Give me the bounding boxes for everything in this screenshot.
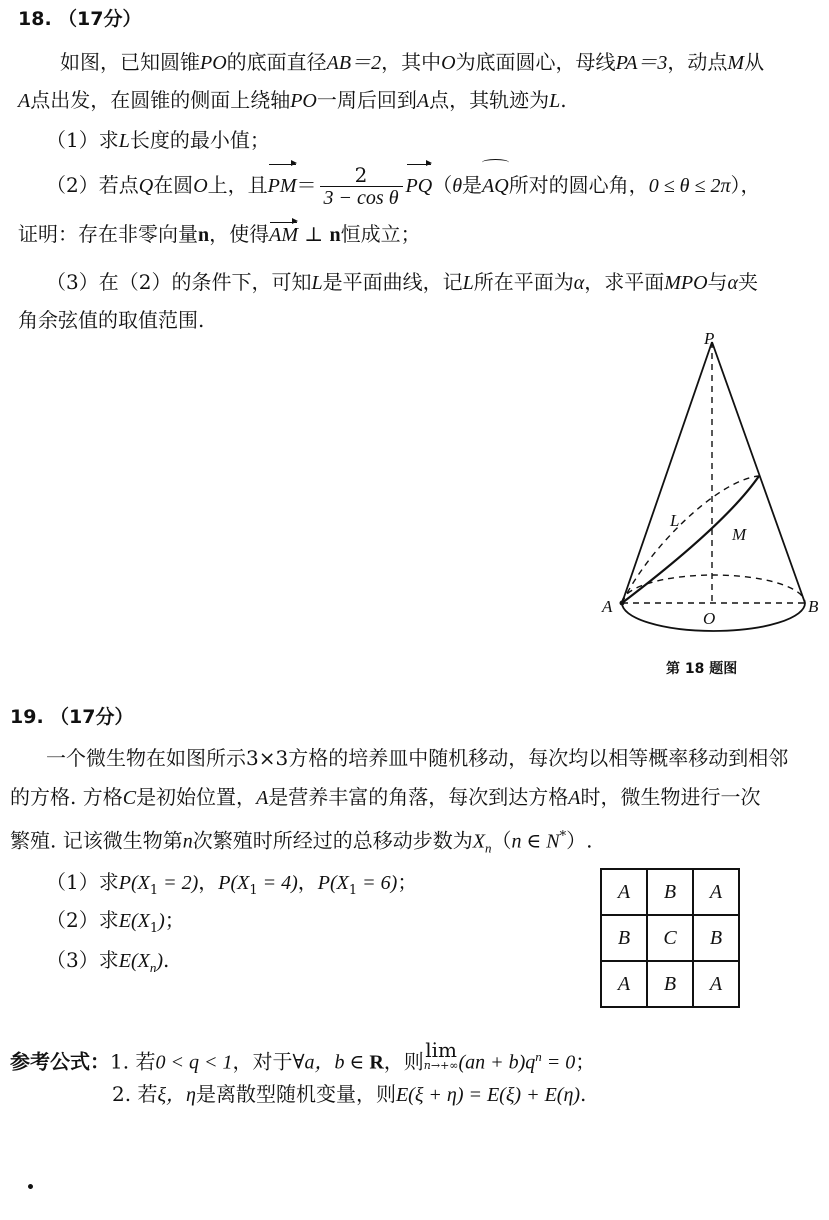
q19-text: . (163, 948, 170, 972)
math-O: O (441, 52, 456, 74)
grid-cell: B (693, 915, 739, 961)
vector-PM: PM (268, 163, 297, 209)
base-back-arc (622, 575, 805, 603)
ref-text: 2. 若 (112, 1082, 158, 1106)
comma: ， (297, 870, 318, 894)
math-A: A (18, 90, 31, 112)
q19-paragraph-line2 (10, 783, 761, 812)
q19-text: （2）求 (46, 908, 119, 932)
math-theta: θ (452, 175, 463, 197)
math-PO: PO (200, 52, 227, 74)
q18-subquestion-2-proof (18, 220, 421, 249)
perp-sign: ⊥ (298, 222, 330, 246)
q18-subquestion-3 (46, 268, 758, 297)
subscript-n: n (149, 960, 157, 975)
math-A: A (568, 787, 581, 809)
ref-text: ，对于 (232, 1049, 293, 1074)
q18-text: ，其中 (381, 50, 442, 74)
q18-subquestion-2 (46, 162, 760, 209)
q18-text: 角余弦值的取值范围. (18, 308, 205, 332)
math-E: E(X (118, 950, 150, 972)
q18-text: 是平面曲线，记 (322, 270, 463, 294)
ink-mark (27, 1183, 34, 1190)
math-eq6: = 6) (357, 872, 398, 894)
vector-PQ: PQ (406, 163, 433, 209)
limit-subscript: n→+∞ (423, 1059, 459, 1072)
grid-cell: A (601, 961, 647, 1007)
q19-score: （17分） (50, 706, 134, 728)
q19-text: 是营养丰富的角落，每次到达方格 (268, 785, 569, 809)
q19-subquestion-2 (46, 906, 185, 943)
q19-text: （3）求 (46, 948, 119, 972)
fraction-numerator: 2 (354, 163, 368, 187)
arc-AQ: AQ (482, 163, 509, 209)
q19-text: ）. (566, 828, 593, 853)
label-A: A (602, 597, 613, 616)
q19-subquestion-3 (46, 946, 169, 982)
q19-paragraph-line1 (46, 744, 788, 772)
q18-text: 点，其轨迹为 (429, 88, 550, 112)
petri-grid (600, 868, 740, 1008)
q19-text: （ (491, 828, 512, 853)
math-L: L (311, 272, 323, 294)
ref-text: ； (575, 1049, 596, 1074)
label-B: B (808, 597, 819, 616)
math-xi-eta: ξ，η (157, 1084, 196, 1106)
cone-right-generatrix (712, 342, 805, 603)
q18-text: 所对的圆心角， (508, 173, 649, 197)
math-C: C (122, 787, 137, 809)
q18-number: 18. (18, 8, 52, 30)
q19-number: 19. (10, 706, 44, 728)
q18-text: 是 (462, 173, 483, 197)
math-Q: Q (138, 175, 154, 197)
q19-text: 次繁殖时所经过的总移动步数为 (192, 828, 473, 853)
math-L: L (118, 130, 130, 152)
q18-text: （ (432, 173, 453, 197)
grid-cell: A (601, 869, 647, 915)
q18-text: 夹 (738, 270, 759, 294)
q18-text: 为底面圆心，母线 (455, 50, 616, 74)
math-AB: AB＝2 (326, 52, 382, 74)
math-range: 0 ≤ θ ≤ 2π (648, 175, 731, 197)
q19-paragraph-line3 (10, 823, 592, 863)
q18-text: 长度的最小值； (129, 128, 270, 152)
q18-text: 恒成立； (340, 222, 421, 246)
q18-text: 如图，已知圆锥 (60, 50, 200, 74)
math-L: L (462, 272, 474, 294)
q18-text: 的底面直径 (226, 50, 327, 74)
vector-AM: AM (269, 221, 298, 249)
math-P: P(X (218, 872, 250, 894)
q18-score: （17分） (58, 8, 142, 30)
q18-text: 一周后回到 (316, 88, 417, 112)
math-A: A (416, 90, 430, 112)
q18-text: （3）在（2）的条件下，可知 (46, 270, 312, 294)
math-MPO: MPO (664, 272, 708, 294)
ref-text: . (580, 1082, 587, 1106)
math-O: O (193, 175, 208, 197)
grid-cell: B (647, 961, 693, 1007)
math-PA: PA＝3 (615, 52, 668, 74)
q18-text: ，使得 (209, 222, 270, 246)
math-q-range: 0 < q < 1 (155, 1051, 233, 1074)
math-expectation: E(ξ + η) = E(ξ) + E(η) (395, 1084, 581, 1106)
vector-n: n (198, 224, 210, 246)
math-n: n (182, 830, 193, 853)
math-eq0: = 0 (541, 1051, 576, 1074)
ref-text: ，则 (383, 1049, 424, 1074)
q18-text: 上，且 (207, 173, 268, 197)
q18-subquestion-3-cont (18, 306, 204, 334)
reference-label: 参考公式： (10, 1049, 110, 1074)
q19-text: ； (164, 908, 185, 932)
grid-cell: A (693, 869, 739, 915)
superscript-n: n (535, 1049, 542, 1064)
q19-text: 的方格. 方格 (10, 785, 123, 809)
subscript-1: 1 (149, 883, 159, 898)
math-R: R (369, 1051, 384, 1074)
comma: ， (198, 870, 219, 894)
fraction-denominator: 3 − cos θ (320, 186, 403, 209)
point-A-dot (620, 601, 625, 606)
q18-text: ，动点 (667, 50, 728, 74)
reference-formula-2 (112, 1080, 586, 1109)
grid-row (601, 961, 739, 1007)
math-A: A (256, 787, 269, 809)
q18-header (18, 4, 141, 33)
limit (424, 1040, 459, 1072)
math-E: E(X (118, 910, 150, 932)
q19-header (10, 702, 133, 731)
label-L: L (670, 511, 680, 530)
q18-text: 证明：存在非零向量 (18, 222, 198, 246)
reference-formula-1 (10, 1040, 595, 1080)
math-alpha: α (573, 272, 585, 294)
q19-subquestion-1 (46, 868, 417, 905)
q18-text: ，求平面 (584, 270, 665, 294)
subscript-1: 1 (348, 883, 358, 898)
limit-symbol: lim (425, 1038, 457, 1062)
math-X: X (472, 830, 485, 853)
q19-text: 是初始位置， (136, 785, 257, 809)
math-M: M (727, 52, 745, 74)
math-close: ) (158, 910, 165, 932)
q18-paragraph-line2 (18, 86, 567, 115)
math-alpha: α (727, 272, 739, 294)
label-M: M (732, 525, 747, 544)
q18-text: ）， (730, 173, 761, 197)
grid-cell: B (601, 915, 647, 961)
math-PO: PO (290, 90, 317, 112)
math-n-in-N: n ∈ N (511, 830, 560, 853)
cone-figure (592, 330, 829, 640)
q18-text: 从 (744, 50, 765, 74)
math-eq4: = 4) (257, 872, 298, 894)
q18-text: 所在平面为 (473, 270, 574, 294)
q18-text: 点出发，在圆锥的侧面上绕轴 (30, 88, 291, 112)
vector-n: n (329, 224, 341, 246)
math-L: L (549, 90, 561, 112)
q19-text: 一个微生物在如图所示3×3方格的培养皿中随机移动，每次均以相等概率移动到相邻 (46, 746, 789, 770)
math-P: P(X (317, 872, 349, 894)
grid-cell: C (647, 915, 693, 961)
figure-caption: 第 18 题图 (666, 661, 738, 677)
q18-text: （2）若点 (46, 173, 139, 197)
subscript-1: 1 (249, 883, 258, 898)
q18-subquestion-1 (46, 126, 270, 155)
q18-text: . (560, 88, 567, 112)
math-P: P(X (118, 872, 150, 894)
label-O: O (703, 609, 716, 628)
ref-text: 1. 若 (110, 1049, 156, 1074)
q19-text: （1）求 (46, 870, 119, 894)
superscript-star: * (559, 829, 567, 844)
subscript-1: 1 (149, 921, 159, 936)
q19-text: ； (397, 870, 418, 894)
q18-text: （1）求 (46, 128, 119, 152)
fraction (320, 164, 403, 209)
grid-row (601, 915, 739, 961)
math-eq2: = 2) (158, 872, 199, 894)
q19-text: 时，微生物进行一次 (580, 785, 761, 809)
label-P: P (704, 330, 715, 348)
math-expr: (an + b)q (458, 1051, 536, 1074)
q18-text: 在圆 (153, 173, 194, 197)
math-close: ) (156, 950, 163, 972)
ref-text: 是离散型随机变量，则 (195, 1082, 396, 1106)
grid-row (601, 869, 739, 915)
q19-text: 繁殖. 记该微生物第 (10, 828, 183, 853)
equals-sign: ＝ (296, 173, 317, 197)
q18-text: 与 (707, 270, 728, 294)
subscript-n: n (484, 840, 492, 856)
grid-cell: B (647, 869, 693, 915)
q18-paragraph-line1 (60, 48, 764, 77)
math-forall: ∀a，b ∈ (292, 1051, 370, 1074)
grid-cell: A (693, 961, 739, 1007)
cone-left-generatrix (622, 342, 712, 603)
